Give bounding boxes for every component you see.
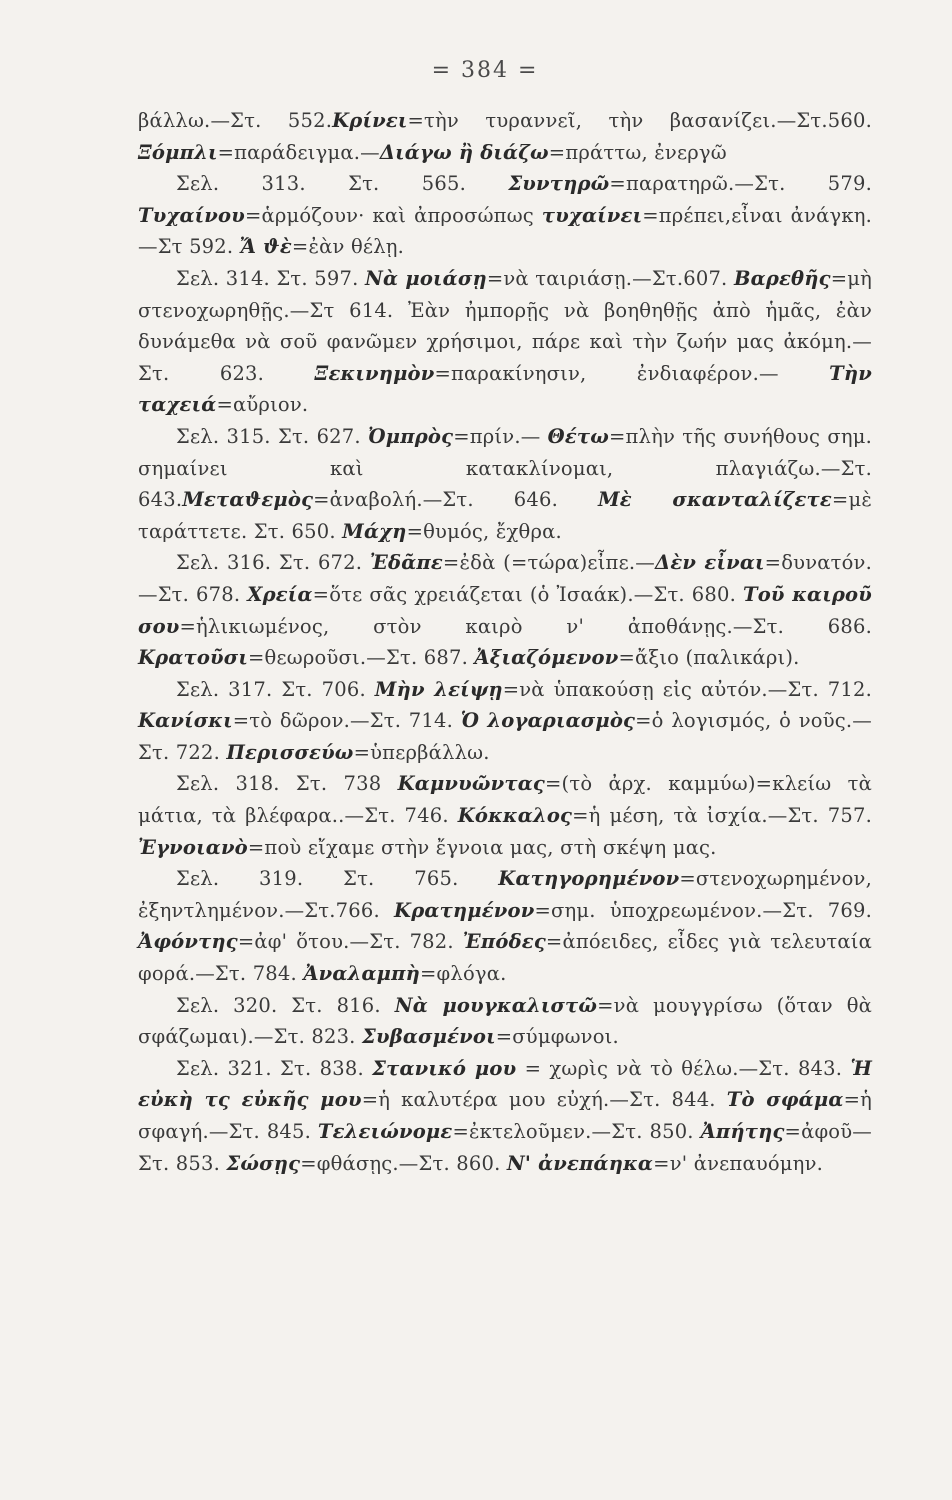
glossary-term: Τελειώνομε [317, 1120, 453, 1143]
glossary-term: Τὸ σφάμα [726, 1088, 844, 1112]
glossary-term: Χρεία [247, 582, 313, 606]
glossary-text-segment: Σελ. 314. Στ. 597. [176, 266, 366, 290]
glossary-text-segment: = χωρὶς νὰ τὸ θέλω.—Στ. 843. [516, 1056, 851, 1080]
glossary-text-segment: =νὰ ὑπακούσῃ εἰς αὐτόν.—Στ. 712. [502, 677, 872, 701]
glossary-term: Μὲ σκανταλίζετε [597, 488, 832, 512]
glossary-text-segment: =ἡ καλυτέρα μου εὐχή.—Στ. 844. [361, 1088, 727, 1112]
glossary-text-segment: βάλλω.—Στ. 552. [138, 109, 333, 132]
glossary-text-segment: =ἡλικιωμένος, στὸν καιρὸ ν' ἀποθάνῃς.—Στ. 686. [179, 614, 872, 638]
glossary-text-segment: =ἐκτελοῦμεν.—Στ. 850. [452, 1120, 701, 1143]
glossary-text-segment: =ἡ σφαγή.—Στ. 845. [138, 1088, 872, 1143]
glossary-term: Ἄ ϑὲ [239, 235, 292, 259]
glossary-term: Μεταϑεμὸς [182, 488, 314, 512]
glossary-text-segment: Σελ. 313. Στ. 565. [176, 172, 509, 196]
glossary-text-segment: =ἐὰν θέλῃ. [291, 235, 405, 259]
glossary-text-segment: =ἡ μέση, τὰ ἰσχία.—Στ. 757. [572, 804, 872, 828]
glossary-text-segment: Σελ. 318. Στ. 738 [176, 772, 398, 796]
glossary-text-segment: =νὰ ταιριάσῃ.—Στ.607. [486, 266, 734, 290]
glossary-text-segment: =ἄξιο (παλικάρι). [618, 646, 800, 670]
glossary-text-segment: =ἀφ' ὅτου.—Στ. 782. [237, 930, 463, 954]
glossary-paragraph [138, 168, 872, 263]
glossary-text-segment: =σύμφωνοι. [495, 1025, 619, 1049]
glossary-text-segment: =πράττω, ἐνεργῶ [548, 140, 727, 164]
glossary-text-segment: Σελ. 320. Στ. 816. [176, 993, 395, 1017]
glossary-text-segment: =ἀναβολή.—Στ. 646. [313, 488, 598, 512]
glossary-term: Ἡ εὐκὴ τς εὐκῆς μου [138, 1056, 872, 1112]
glossary-text-segment: Σελ. 315. Στ. 627. [176, 424, 369, 448]
glossary-text-segment: =ἐδὰ (=τώρα)εἶπε.— [442, 551, 655, 575]
glossary-term: Ξόμπλι [138, 140, 218, 164]
glossary-paragraph [138, 105, 872, 168]
glossary-paragraph [138, 674, 872, 769]
glossary-paragraph [138, 863, 872, 989]
glossary-text-segment: =φλόγα. [420, 962, 507, 986]
glossary-text-segment: =αὔριον. [216, 393, 309, 417]
glossary-term: Περισσεύω [226, 740, 354, 764]
glossary-text-segment: =θεωροῦσι.—Στ. 687. [248, 646, 475, 670]
glossary-text-segment: =ὁ λογισμός, ὁ νοῦς.—Στ. 722. [138, 709, 872, 764]
glossary-term: Τὴν ταχειά [138, 361, 872, 417]
glossary-text-segment: =παρατηρῶ.—Στ. 579. [609, 172, 872, 196]
glossary-text-segment: =πρέπει,εἶναι ἀνάγκη.—Στ 592. [138, 203, 872, 259]
glossary-term: Μὴν λείψῃ [374, 677, 503, 701]
glossary-term: Κρατοῦσι [138, 646, 248, 670]
glossary-term: Καμνυῶντας [397, 772, 545, 796]
glossary-term: Ὀμπρὸς [368, 424, 454, 448]
glossary-text-segment: Σελ. 319. Στ. 765. [176, 867, 499, 891]
glossary-term: Συντηρῶ [508, 172, 610, 196]
glossary-text-segment: =θυμός, ἔχθρα. [406, 519, 562, 543]
glossary-term: Ἐδᾶπε [369, 551, 443, 575]
glossary-term: Ν' ἀνεπάηκα [506, 1151, 654, 1175]
glossary-text-segment: =ἁρμόζουν· καὶ ἀπροσώπως [244, 203, 542, 227]
glossary-text-segment: =τὴν τυραννεῖ, τὴν βασανίζει.—Στ.560. [407, 109, 872, 132]
glossary-term: Ὁ λογαριασμὸς [460, 709, 636, 733]
glossary-term: Ἀναλαμπὴ [303, 962, 420, 986]
glossary-term: Ἀπήτης [700, 1120, 785, 1143]
glossary-paragraph [138, 547, 872, 673]
glossary-term: Κόκκαλος [457, 804, 573, 828]
glossary-term: Ἀφόντης [138, 930, 238, 954]
glossary-term: Τοῦ καιροῦ σου [138, 582, 872, 638]
page-number: = 384 = [431, 58, 539, 83]
glossary-term: Βαρεθῆς [733, 266, 831, 290]
glossary-text-segment: =παράδειγμα.— [217, 140, 380, 164]
glossary-paragraph [138, 421, 872, 547]
glossary-text-segment: =ἀφοῦ—Στ. 853. [138, 1120, 872, 1175]
glossary-text-segment: =ὑπερβάλλω. [353, 740, 490, 764]
glossary-text-segment: =νὰ μουγγρίσω (ὅταν θὰ σφάζωμαι).—Στ. 823. [138, 993, 873, 1049]
glossary-text [138, 105, 872, 1179]
glossary-paragraph [138, 263, 872, 421]
glossary-term: Κατηγορημένον [498, 867, 680, 891]
glossary-text-segment: =δυνατόν.—Στ. 678. [138, 551, 872, 606]
glossary-term: Θέτω [547, 424, 609, 448]
glossary-text-segment: =(τὸ ἀρχ. καμμύω)=κλείω τὰ μάτια, τὰ βλέφαρα..—Στ. 746. [138, 772, 872, 828]
glossary-term: Συβασμένοι [361, 1025, 496, 1049]
glossary-text-segment: =στενοχωρημένον, ἐξηντλημένον.—Στ.766. [138, 867, 872, 922]
glossary-text-segment: =ὅτε σᾶς χρειάζεται (ὁ Ἰσαάκ).—Στ. 680. [312, 582, 744, 606]
glossary-term: Τυχαίνου [138, 203, 245, 227]
glossary-term: Δὲν εἶναι [654, 551, 765, 575]
glossary-text-segment: =ἀπόειδες, εἶδες γιὰ τελευταία φορά.—Στ. 784. [138, 930, 872, 986]
glossary-paragraph [138, 768, 872, 863]
glossary-term: Μάχη [342, 519, 407, 543]
glossary-term: Ξεκινημὸν [314, 361, 435, 385]
glossary-text-segment: =πρίν.— [453, 424, 548, 448]
glossary-text-segment: Σελ. 316. Στ. 672. [176, 551, 370, 575]
glossary-paragraph [138, 1053, 872, 1179]
glossary-text-segment: =μὴ στενοχωρηθῇς.—Στ 614. Ἐὰν ἠμπορῇς νὰ βοηθηθῇς ἀπὸ ἡμᾶς, ἐὰν δυνάμεθα νὰ σοῦ φανῶμεν χρήσιμοι, πάρε καὶ τὴν ζωήν μας ἀκόμη.—Στ. 623. [138, 266, 873, 385]
glossary-term: Κρίνει [332, 109, 408, 132]
glossary-text-segment: =τὸ δῶρον.—Στ. 714. [232, 709, 461, 733]
glossary-paragraph [138, 990, 872, 1053]
glossary-term: Σώσῃς [226, 1151, 301, 1175]
glossary-text-segment: =φθάσῃς.—Στ. 860. [300, 1151, 507, 1175]
glossary-text-segment: =σημ. ὑποχρεωμένον.—Στ. 769. [534, 898, 872, 922]
glossary-term: Νὰ μοιάσῃ [365, 266, 487, 290]
glossary-term: Ἀξιαζόμενον [474, 646, 619, 670]
glossary-text-segment: =παρακίνησιν, ἐνδιαφέρον.— [434, 361, 830, 385]
glossary-text-segment: =μὲ ταράττετε. Στ. 650. [138, 488, 872, 543]
glossary-term: Στανικό μου [372, 1056, 517, 1080]
glossary-term: Κανίσκι [138, 709, 233, 733]
glossary-text-segment: =ν' ἀνεπαυόμην. [653, 1151, 824, 1175]
glossary-term: τυχαίνει [541, 203, 643, 227]
glossary-text-segment: Σελ. 321. Στ. 838. [176, 1056, 373, 1080]
glossary-term: Κρατημένον [394, 898, 535, 922]
glossary-term: Διάγω ἢ διάζω [379, 140, 549, 164]
glossary-text-segment: =πλὴν τῆς συνήθους σημ. σημαίνει καὶ κατακλίνομαι, πλαγιάζω.—Στ. 643. [138, 424, 872, 512]
glossary-text-segment: Σελ. 317. Στ. 706. [176, 677, 375, 701]
glossary-term: Ἐγνοιανὸ [138, 835, 248, 859]
glossary-term: Νὰ μουγκαλιστῶ [394, 993, 598, 1017]
glossary-term: Ἐπόδες [462, 930, 546, 954]
glossary-text-segment: =ποὺ εἴχαμε στὴν ἔγνοια μας, στὴ σκέψη μας. [247, 835, 717, 859]
